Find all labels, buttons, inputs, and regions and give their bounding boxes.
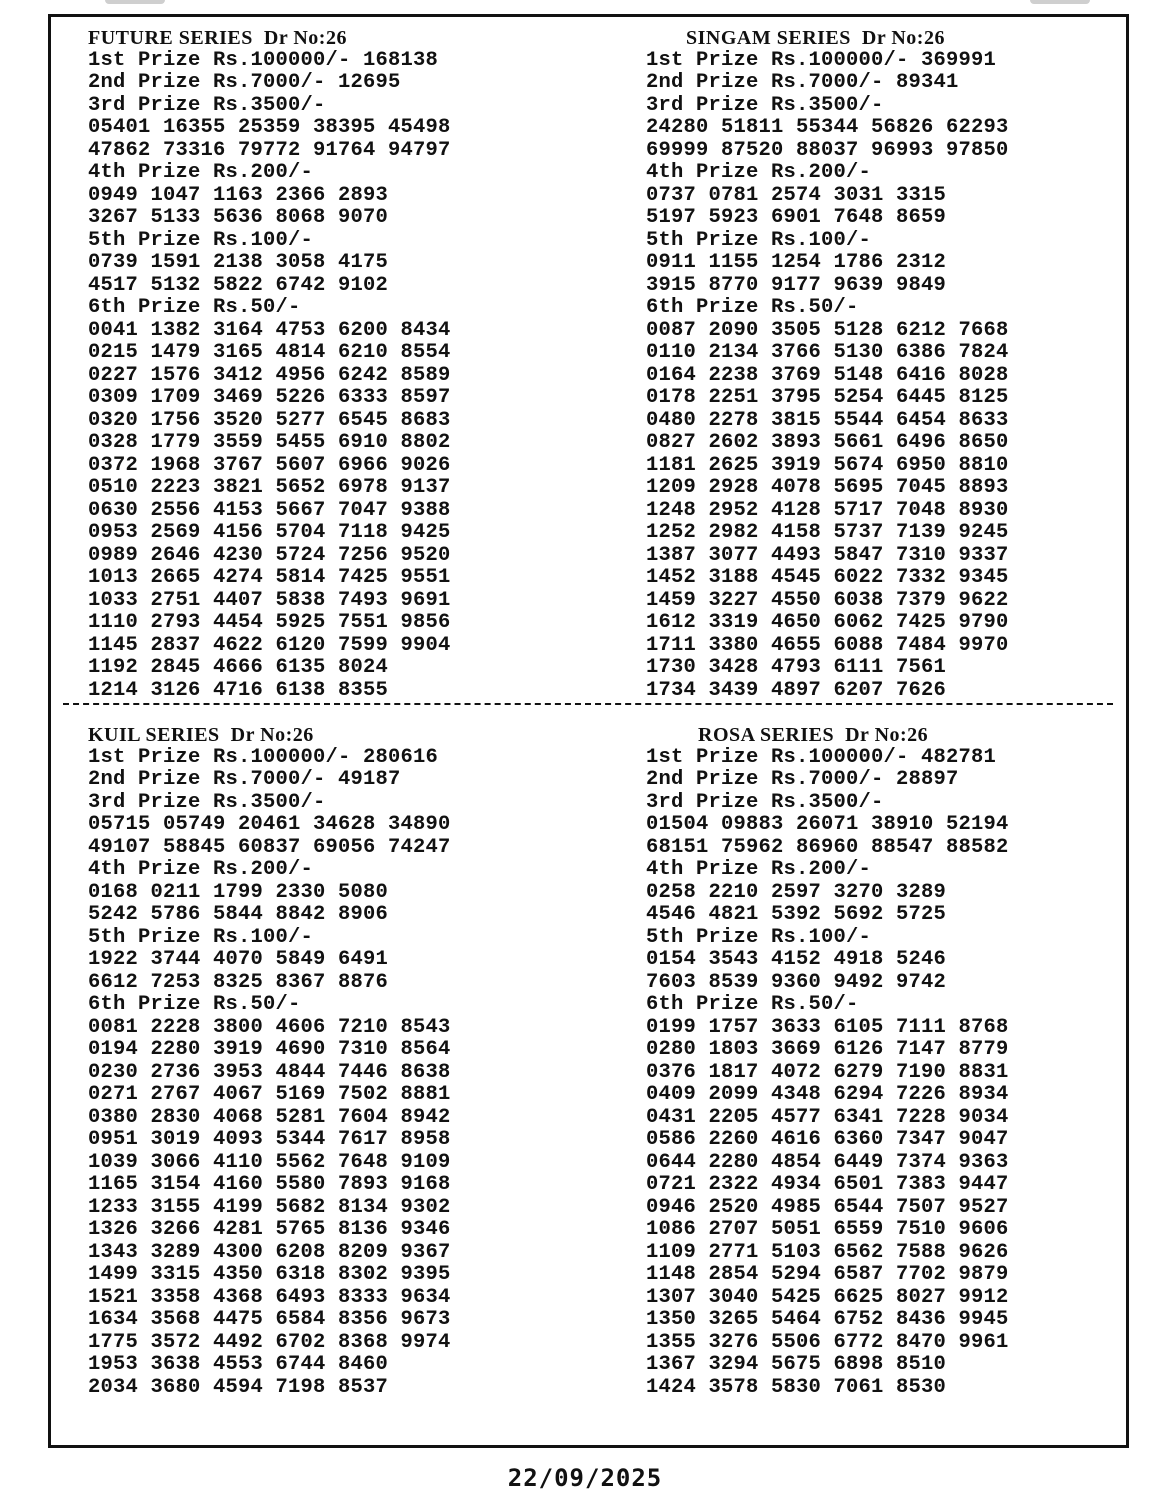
sixth-prize-row: 1730 3428 4793 6111 7561 [646, 656, 947, 679]
top-left-edge-mark [105, 0, 165, 4]
sixth-prize-row: 0827 2602 3893 5661 6496 8650 [646, 431, 1009, 454]
sixth-prize-row: 0081 2228 3800 4606 7210 8543 [88, 1015, 451, 1039]
sixth-prize-label: 6th Prize Rs.50/- [646, 993, 859, 1016]
sixth-prize-row: 1110 2793 4454 5925 7551 9856 [88, 611, 451, 634]
fourth-prize-row: 5197 5923 6901 7648 8659 [646, 206, 947, 229]
fifth-prize-label: 5th Prize Rs.100/- [646, 228, 872, 252]
sixth-prize-row: 0271 2767 4067 5169 7502 8881 [88, 1083, 451, 1106]
sixth-prize-list [88, 1017, 451, 1400]
sixth-prize-row: 0041 1382 3164 4753 6200 8434 [88, 318, 451, 342]
singam-series-block [646, 27, 1009, 702]
first-prize-line: 1st Prize Rs.100000/- 369991 [646, 48, 997, 72]
fourth-prize-row: 0168 0211 1799 2330 5080 [88, 880, 389, 904]
sixth-prize-row: 1148 2854 5294 6587 7702 9879 [646, 1263, 1009, 1286]
sixth-prize-row: 0989 2646 4230 5724 7256 9520 [88, 543, 451, 567]
fourth-prize-row: 0258 2210 2597 3270 3289 [646, 880, 947, 904]
section-title: ROSA SERIES Dr No:26 [698, 724, 929, 746]
fourth-prize-label: 4th Prize Rs.200/- [646, 161, 872, 184]
sixth-prize-row: 1248 2952 4128 5717 7048 8930 [646, 498, 1009, 522]
third-prize-row: 47862 73316 79772 91764 94797 [88, 138, 451, 162]
third-prize-row: 05401 16355 25359 38395 45498 [88, 116, 451, 139]
sixth-prize-row: 1039 3066 4110 5562 7648 9109 [88, 1150, 451, 1174]
third-prize-row: 69999 87520 88037 96993 97850 [646, 138, 1009, 162]
fourth-prize-row: 4546 4821 5392 5692 5725 [646, 903, 947, 926]
sixth-prize-row: 1013 2665 4274 5814 7425 9551 [88, 566, 451, 589]
section-title: SINGAM SERIES Dr No:26 [686, 27, 945, 49]
sixth-prize-list [88, 320, 451, 703]
sixth-prize-label: 6th Prize Rs.50/- [88, 296, 301, 319]
sixth-prize-row: 0630 2556 4153 5667 7047 9388 [88, 498, 451, 522]
first-prize-line: 1st Prize Rs.100000/- 482781 [646, 745, 997, 769]
section-divider [63, 703, 1113, 705]
sixth-prize-row: 1181 2625 3919 5674 6950 8810 [646, 453, 1009, 477]
sixth-prize-row: 1711 3380 4655 6088 7484 9970 [646, 633, 1009, 657]
sixth-prize-row: 1214 3126 4716 6138 8355 [88, 678, 389, 702]
sixth-prize-row: 0409 2099 4348 6294 7226 8934 [646, 1083, 1009, 1106]
fourth-prize-label: 4th Prize Rs.200/- [88, 161, 314, 184]
sixth-prize-row: 1165 3154 4160 5580 7893 9168 [88, 1173, 451, 1196]
sixth-prize-row: 1424 3578 5830 7061 8530 [646, 1375, 947, 1399]
sixth-prize-row: 1145 2837 4622 6120 7599 9904 [88, 633, 451, 657]
sixth-prize-row: 1734 3439 4897 6207 7626 [646, 678, 947, 702]
sixth-prize-row: 0320 1756 3520 5277 6545 8683 [88, 408, 451, 432]
sixth-prize-row: 0644 2280 4854 6449 7374 9363 [646, 1150, 1009, 1174]
sixth-prize-row: 1326 3266 4281 5765 8136 9346 [88, 1218, 451, 1241]
sixth-prize-list [646, 1017, 1009, 1400]
draw-date: 22/09/2025 [507, 1464, 663, 1492]
sixth-prize-row: 0164 2238 3769 5148 6416 8028 [646, 363, 1009, 387]
sixth-prize-row: 1612 3319 4650 6062 7425 9790 [646, 611, 1009, 634]
first-prize-line: 1st Prize Rs.100000/- 168138 [88, 48, 439, 72]
fifth-prize-row: 4517 5132 5822 6742 9102 [88, 273, 389, 297]
sixth-prize-row: 0227 1576 3412 4956 6242 8589 [88, 363, 451, 387]
fourth-prize-row: 0949 1047 1163 2366 2893 [88, 183, 389, 207]
third-prize-label: 3rd Prize Rs.3500/- [88, 790, 326, 814]
third-prize-label: 3rd Prize Rs.3500/- [646, 790, 884, 814]
fifth-prize-row: 0739 1591 2138 3058 4175 [88, 251, 389, 274]
sixth-prize-row: 1307 3040 5425 6625 8027 9912 [646, 1285, 1009, 1309]
fifth-prize-row: 0154 3543 4152 4918 5246 [646, 948, 947, 971]
fourth-prize-label: 4th Prize Rs.200/- [88, 858, 314, 881]
sixth-prize-row: 0087 2090 3505 5128 6212 7668 [646, 318, 1009, 342]
second-prize-line: 2nd Prize Rs.7000/- 49187 [88, 768, 401, 791]
sixth-prize-row: 0946 2520 4985 6544 7507 9527 [646, 1195, 1009, 1219]
sixth-prize-row: 0199 1757 3633 6105 7111 8768 [646, 1015, 1009, 1039]
third-prize-label: 3rd Prize Rs.3500/- [646, 93, 884, 117]
sixth-prize-row: 1192 2845 4666 6135 8024 [88, 656, 389, 679]
sixth-prize-row: 0280 1803 3669 6126 7147 8779 [646, 1038, 1009, 1061]
sixth-prize-row: 1109 2771 5103 6562 7588 9626 [646, 1240, 1009, 1264]
sixth-prize-label: 6th Prize Rs.50/- [88, 993, 301, 1016]
fifth-prize-row: 1922 3744 4070 5849 6491 [88, 948, 389, 971]
third-prize-row: 49107 58845 60837 69056 74247 [88, 835, 451, 859]
fourth-prize-row: 5242 5786 5844 8842 8906 [88, 903, 389, 926]
sixth-prize-row: 0230 2736 3953 4844 7446 8638 [88, 1060, 451, 1084]
future-series-block [88, 27, 451, 702]
sixth-prize-row: 0215 1479 3165 4814 6210 8554 [88, 341, 451, 364]
kuil-series-block [88, 724, 451, 1399]
sixth-prize-row: 1953 3638 4553 6744 8460 [88, 1353, 389, 1376]
section-title: KUIL SERIES Dr No:26 [88, 724, 314, 746]
sixth-prize-row: 1209 2928 4078 5695 7045 8893 [646, 476, 1009, 499]
sixth-prize-row: 1499 3315 4350 6318 8302 9395 [88, 1263, 451, 1286]
sixth-prize-row: 0380 2830 4068 5281 7604 8942 [88, 1105, 451, 1129]
fifth-prize-row: 6612 7253 8325 8367 8876 [88, 970, 389, 994]
results-sheet [48, 14, 1129, 1448]
sixth-prize-row: 1350 3265 5464 6752 8436 9945 [646, 1308, 1009, 1331]
sixth-prize-row: 1086 2707 5051 6559 7510 9606 [646, 1218, 1009, 1241]
second-prize-line: 2nd Prize Rs.7000/- 89341 [646, 71, 959, 94]
sixth-prize-row: 0953 2569 4156 5704 7118 9425 [88, 521, 451, 544]
sixth-prize-row: 0510 2223 3821 5652 6978 9137 [88, 476, 451, 499]
sixth-prize-row: 1775 3572 4492 6702 8368 9974 [88, 1330, 451, 1354]
sixth-prize-row: 1033 2751 4407 5838 7493 9691 [88, 588, 451, 612]
sixth-prize-row: 0309 1709 3469 5226 6333 8597 [88, 386, 451, 409]
sixth-prize-row: 1387 3077 4493 5847 7310 9337 [646, 543, 1009, 567]
third-prize-row: 24280 51811 55344 56826 62293 [646, 116, 1009, 139]
fifth-prize-row: 7603 8539 9360 9492 9742 [646, 970, 947, 994]
section-title: FUTURE SERIES Dr No:26 [88, 27, 347, 49]
sixth-prize-row: 1452 3188 4545 6022 7332 9345 [646, 566, 1009, 589]
third-prize-label: 3rd Prize Rs.3500/- [88, 93, 326, 117]
second-prize-line: 2nd Prize Rs.7000/- 28897 [646, 768, 959, 791]
sixth-prize-row: 0110 2134 3766 5130 6386 7824 [646, 341, 1009, 364]
sixth-prize-row: 1233 3155 4199 5682 8134 9302 [88, 1195, 451, 1219]
fifth-prize-label: 5th Prize Rs.100/- [88, 925, 314, 949]
sixth-prize-row: 0431 2205 4577 6341 7228 9034 [646, 1105, 1009, 1129]
sixth-prize-row: 2034 3680 4594 7198 8537 [88, 1375, 389, 1399]
sixth-prize-row: 1367 3294 5675 6898 8510 [646, 1353, 947, 1376]
sixth-prize-row: 0721 2322 4934 6501 7383 9447 [646, 1173, 1009, 1196]
sixth-prize-row: 1459 3227 4550 6038 7379 9622 [646, 588, 1009, 612]
second-prize-line: 2nd Prize Rs.7000/- 12695 [88, 71, 401, 94]
sixth-prize-row: 0328 1779 3559 5455 6910 8802 [88, 431, 451, 454]
fifth-prize-label: 5th Prize Rs.100/- [88, 228, 314, 252]
fifth-prize-row: 3915 8770 9177 9639 9849 [646, 273, 947, 297]
fifth-prize-label: 5th Prize Rs.100/- [646, 925, 872, 949]
sixth-prize-row: 1355 3276 5506 6772 8470 9961 [646, 1330, 1009, 1354]
sixth-prize-row: 0178 2251 3795 5254 6445 8125 [646, 386, 1009, 409]
sixth-prize-row: 1252 2982 4158 5737 7139 9245 [646, 521, 1009, 544]
fifth-prize-row: 0911 1155 1254 1786 2312 [646, 251, 947, 274]
fourth-prize-label: 4th Prize Rs.200/- [646, 858, 872, 881]
sixth-prize-row: 0194 2280 3919 4690 7310 8564 [88, 1038, 451, 1061]
sixth-prize-row: 1521 3358 4368 6493 8333 9634 [88, 1285, 451, 1309]
third-prize-row: 01504 09883 26071 38910 52194 [646, 813, 1009, 836]
rosa-series-block [646, 724, 1009, 1399]
sixth-prize-row: 0586 2260 4616 6360 7347 9047 [646, 1128, 1009, 1151]
sixth-prize-label: 6th Prize Rs.50/- [646, 296, 859, 319]
sixth-prize-row: 0951 3019 4093 5344 7617 8958 [88, 1128, 451, 1151]
fourth-prize-row: 3267 5133 5636 8068 9070 [88, 206, 389, 229]
top-right-edge-mark [1030, 0, 1090, 4]
first-prize-line: 1st Prize Rs.100000/- 280616 [88, 745, 439, 769]
sixth-prize-list [646, 320, 1009, 703]
sixth-prize-row: 0480 2278 3815 5544 6454 8633 [646, 408, 1009, 432]
third-prize-row: 05715 05749 20461 34628 34890 [88, 813, 451, 836]
sixth-prize-row: 0372 1968 3767 5607 6966 9026 [88, 453, 451, 477]
sixth-prize-row: 1343 3289 4300 6208 8209 9367 [88, 1240, 451, 1264]
third-prize-row: 68151 75962 86960 88547 88582 [646, 835, 1009, 859]
fourth-prize-row: 0737 0781 2574 3031 3315 [646, 183, 947, 207]
sixth-prize-row: 1634 3568 4475 6584 8356 9673 [88, 1308, 451, 1331]
sixth-prize-row: 0376 1817 4072 6279 7190 8831 [646, 1060, 1009, 1084]
